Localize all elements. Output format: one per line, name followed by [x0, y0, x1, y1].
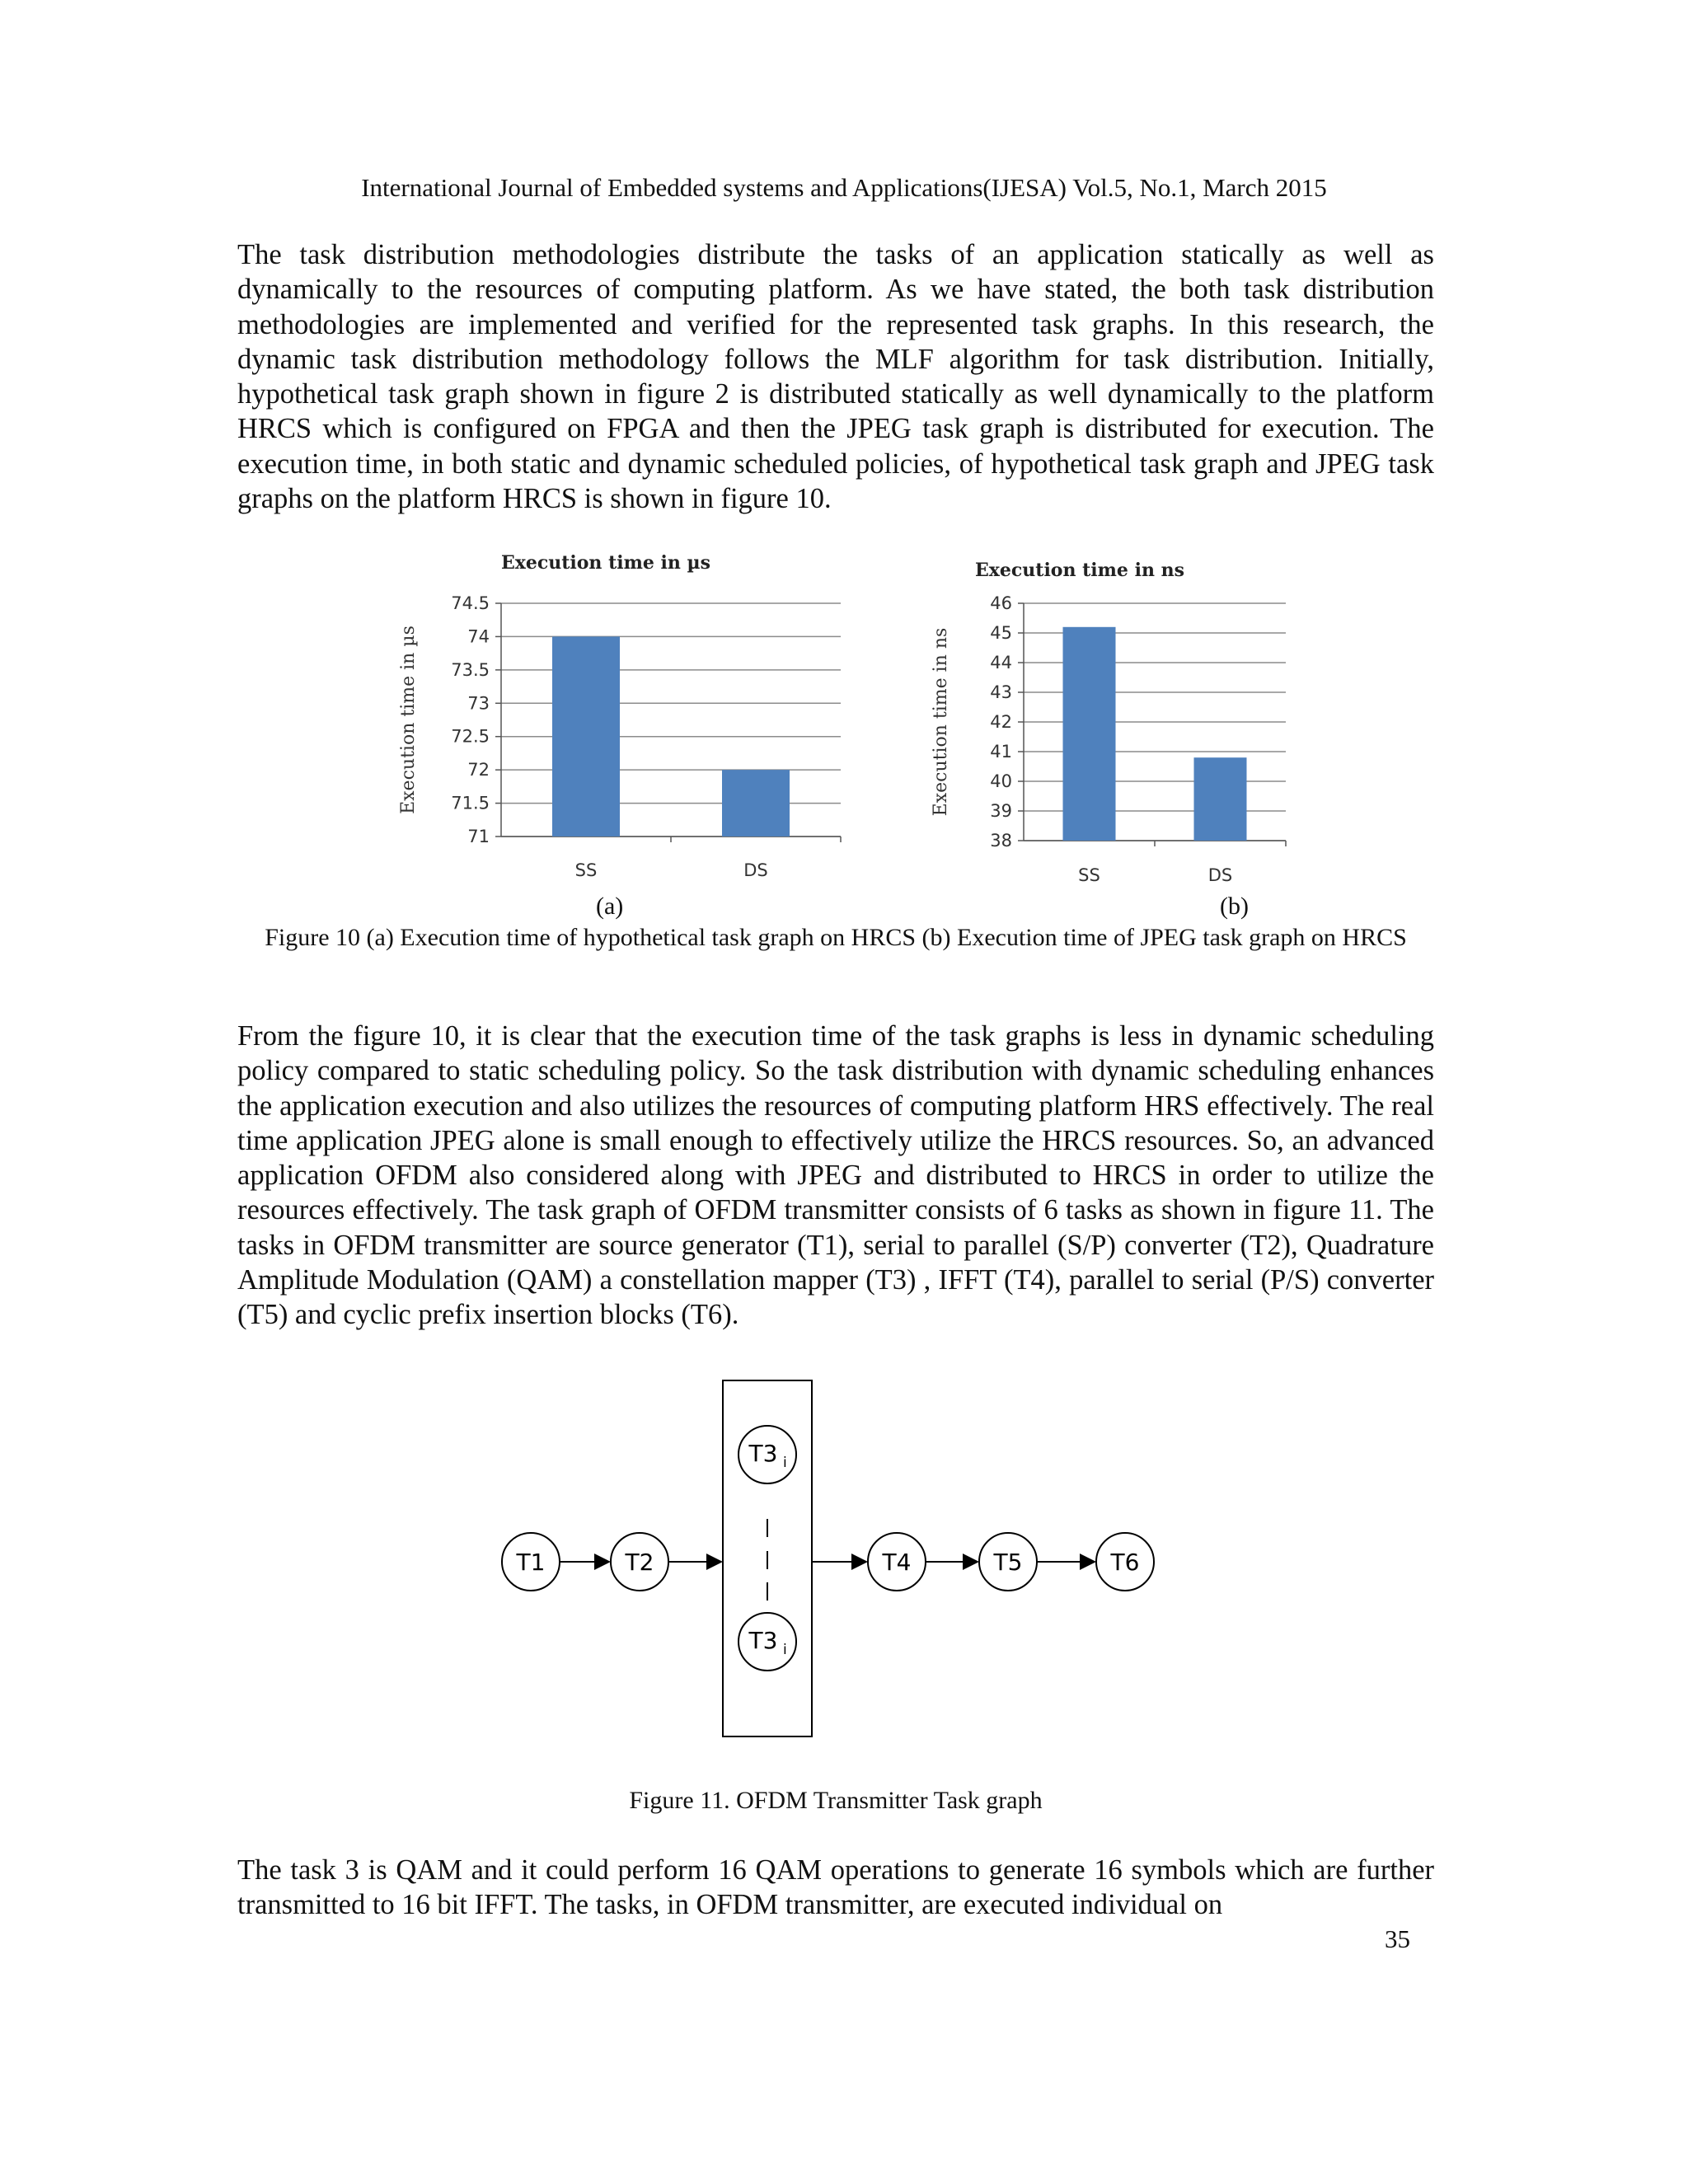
- bar-ds: [1194, 757, 1247, 841]
- node-t3-bottom-subscript: i: [783, 1642, 787, 1658]
- paragraph-2: From the figure 10, it is clear that the execution time of the task graphs is less in dynamic scheduling policy compared to static scheduling policy. So the task distribution with dynamic scheduling enhances the application execution and also utilizes the resources of computing platform HRS effectively. The real time application JPEG alone is small enough to effectively utilize the HRCS resources. So, an advanced application OFDM also considered along with JPEG and distributed to HRCS in order to utilize the resources effectively. The task graph of OFDM transmitter consists of 6 tasks as shown in figure 11. The tasks in OFDM transmitter are source generator (T1), serial to parallel (S/P) converter (T2), Quadrature Amplitude Modulation (QAM) a constellation mapper (T3) , IFFT (T4), parallel to serial (P/S) converter (T5) and cyclic prefix insertion blocks (T6).: [237, 1020, 1434, 1331]
- y-tick-label-2: 40: [990, 771, 1012, 791]
- bar-ss: [1063, 627, 1116, 841]
- node-t6: [1096, 1533, 1154, 1591]
- bar-ds: [722, 770, 790, 837]
- node-t3-top: [738, 1426, 796, 1483]
- page-number: 35: [1385, 1924, 1410, 1953]
- node-t3-bottom-label: T3: [748, 1627, 778, 1654]
- chart-a: [387, 544, 849, 890]
- node-t1: [502, 1533, 560, 1591]
- node-t5: [979, 1533, 1037, 1591]
- y-tick-label-4: 73: [467, 693, 490, 714]
- y-tick-label-8: 46: [990, 593, 1012, 613]
- y-tick-label-0: 38: [990, 831, 1012, 851]
- ofdm-task-graph: [486, 1376, 1170, 1755]
- subfigure-label-b: (b): [1220, 893, 1249, 920]
- bar-ss: [552, 636, 620, 837]
- y-tick-label-1: 39: [990, 801, 1012, 821]
- node-t3-bottom: [738, 1613, 796, 1671]
- subfigure-label-a: (a): [596, 893, 624, 920]
- y-tick-label-2: 72: [467, 760, 490, 780]
- node-t1-label: T1: [516, 1549, 546, 1576]
- node-t6-label: T6: [1110, 1549, 1140, 1576]
- y-tick-label-3: 72.5: [451, 726, 490, 747]
- paragraph-3: The task 3 is QAM and it could perform 16 QAM operations to generate 16 symbols which are further transmitted to 16 bit IFFT. The tasks, in OFDM transmitter, are executed individual on: [237, 1854, 1434, 1921]
- y-tick-label-5: 43: [990, 682, 1012, 702]
- y-tick-label-5: 73.5: [451, 659, 490, 680]
- chart-b: [923, 554, 1302, 892]
- node-t5-label: T5: [993, 1549, 1023, 1576]
- y-tick-label-7: 74.5: [451, 593, 490, 613]
- node-t3-top-subscript: i: [783, 1455, 787, 1471]
- category-label-ds: DS: [1207, 865, 1233, 885]
- figure-11-caption: Figure 11. OFDM Transmitter Task graph: [629, 1787, 1043, 1814]
- y-tick-label-6: 44: [990, 653, 1012, 673]
- y-tick-label-1: 71.5: [451, 793, 490, 813]
- chart-title: Execution time in µs: [500, 552, 711, 574]
- node-t4: [868, 1533, 926, 1591]
- y-tick-label-7: 45: [990, 623, 1012, 643]
- running-header: International Journal of Embedded systems and Applications(IJESA) Vol.5, No.1, March 2015: [361, 173, 1327, 202]
- y-axis-title: Execution time in µs: [398, 626, 419, 814]
- node-t3-top-label: T3: [748, 1440, 778, 1467]
- y-tick-label-0: 71: [467, 827, 490, 846]
- category-label-ss: SS: [574, 860, 598, 880]
- node-t4-label: T4: [882, 1549, 912, 1576]
- y-tick-label-3: 41: [990, 742, 1012, 762]
- paragraph-1: The task distribution methodologies distribute the tasks of an application statically as well as dynamically to the resources of computing platform. As we have stated, the both task distribution methodologies are implemented and verified for the represented task graphs. In this research, the dynamic task distribution methodology follows the MLF algorithm for task distribution. Initially, hypothetical task graph shown in figure 2 is distributed statically as well dynamically to the platform HRCS which is configured on FPGA and then the JPEG task graph is distributed for execution. The execution time, in both static and dynamic scheduled policies, of hypothetical task graph and JPEG task graphs on the platform HRCS is shown in figure 10.: [237, 239, 1434, 515]
- figure-10-caption: Figure 10 (a) Execution time of hypothetical task graph on HRCS (b) Execution time of JPEG task graph on HRCS: [265, 924, 1407, 951]
- chart-title: Execution time in ns: [975, 560, 1184, 581]
- node-t2-label: T2: [625, 1549, 654, 1576]
- node-t2: [611, 1533, 668, 1591]
- y-tick-label-4: 42: [990, 712, 1012, 732]
- category-label-ss: SS: [1078, 865, 1100, 885]
- y-axis-title: Execution time in ns: [931, 627, 951, 817]
- y-tick-label-6: 74: [467, 626, 490, 647]
- category-label-ds: DS: [743, 860, 768, 880]
